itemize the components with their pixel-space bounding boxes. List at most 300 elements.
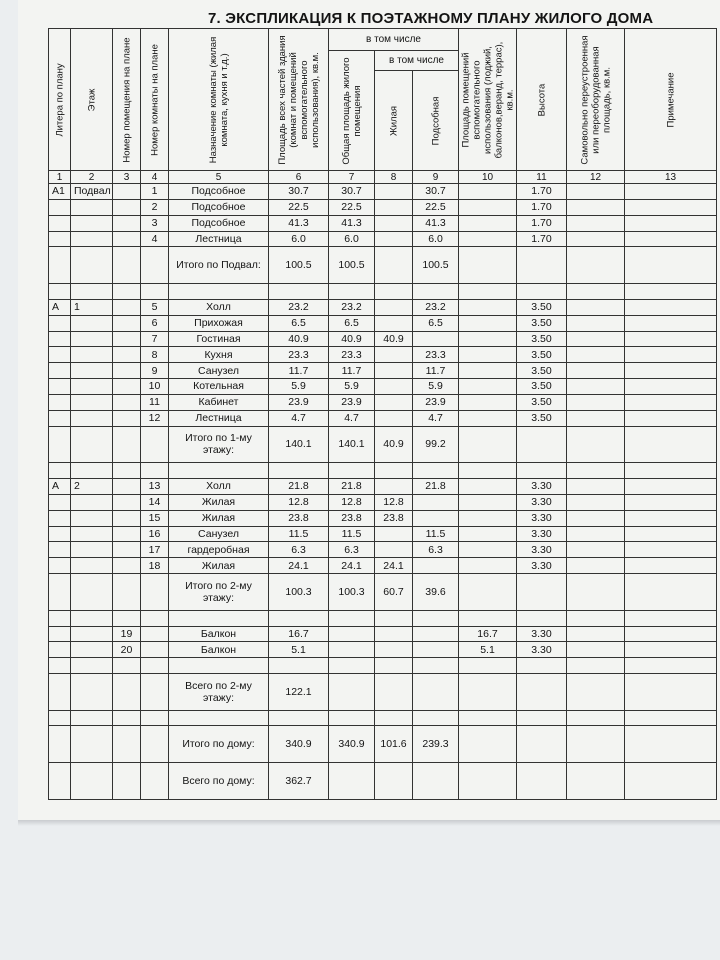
table-row xyxy=(49,494,717,510)
table-cell: 23.9 xyxy=(329,394,375,410)
table-cell xyxy=(567,658,625,674)
table-cell: 22.5 xyxy=(269,199,329,215)
table-cell xyxy=(517,610,567,626)
table-cell xyxy=(459,231,517,247)
table-cell xyxy=(71,610,113,626)
table-cell xyxy=(329,763,375,800)
table-cell xyxy=(567,674,625,711)
table-cell xyxy=(567,558,625,574)
table-cell xyxy=(71,558,113,574)
table-cell: Подвал xyxy=(71,184,113,200)
table-cell xyxy=(517,283,567,299)
table-cell xyxy=(141,710,169,726)
table-cell xyxy=(113,247,141,284)
column-number: 8 xyxy=(375,171,413,184)
table-cell xyxy=(141,763,169,800)
table-cell xyxy=(625,558,717,574)
table-cell: 30.7 xyxy=(329,184,375,200)
column-number: 2 xyxy=(71,171,113,184)
table-cell xyxy=(71,215,113,231)
table-cell xyxy=(113,674,141,711)
table-row xyxy=(49,479,717,495)
table-cell: Балкон xyxy=(169,626,269,642)
table-cell: 7 xyxy=(141,331,169,347)
table-cell xyxy=(567,426,625,463)
table-body xyxy=(49,184,717,800)
table-cell: 3.30 xyxy=(517,479,567,495)
table-cell xyxy=(269,463,329,479)
table-cell: А xyxy=(49,479,71,495)
table-cell: 9 xyxy=(141,363,169,379)
table-cell xyxy=(459,674,517,711)
table-cell xyxy=(49,363,71,379)
table-cell xyxy=(625,215,717,231)
table-cell xyxy=(375,299,413,315)
table-cell xyxy=(459,494,517,510)
table-cell xyxy=(517,426,567,463)
table-cell xyxy=(141,674,169,711)
table-cell: 6.3 xyxy=(413,542,459,558)
table-cell: Итого по 2-му этажу: xyxy=(169,574,269,611)
table-cell xyxy=(375,542,413,558)
table-cell: 6.0 xyxy=(413,231,459,247)
table-cell xyxy=(141,426,169,463)
column-number-row xyxy=(49,171,717,184)
table-cell xyxy=(113,658,141,674)
table-cell: 3.50 xyxy=(517,299,567,315)
table-cell xyxy=(375,247,413,284)
table-cell xyxy=(169,283,269,299)
column-number: 12 xyxy=(567,171,625,184)
table-cell: 11.7 xyxy=(269,363,329,379)
table-cell xyxy=(375,315,413,331)
table-cell xyxy=(375,626,413,642)
table-cell xyxy=(113,726,141,763)
table-cell: 23.3 xyxy=(413,347,459,363)
table-cell: 4 xyxy=(141,231,169,247)
table-cell: 6.5 xyxy=(269,315,329,331)
table-cell xyxy=(459,347,517,363)
table-cell xyxy=(567,763,625,800)
table-cell xyxy=(113,363,141,379)
table-cell: гардеробная xyxy=(169,542,269,558)
table-cell xyxy=(113,394,141,410)
table-cell: 40.9 xyxy=(375,331,413,347)
table-cell xyxy=(625,674,717,711)
table-row xyxy=(49,363,717,379)
table-cell xyxy=(413,331,459,347)
table-cell: 20 xyxy=(113,642,141,658)
table-cell xyxy=(71,363,113,379)
table-cell: 30.7 xyxy=(413,184,459,200)
table-cell xyxy=(625,347,717,363)
table-cell xyxy=(567,199,625,215)
table-cell xyxy=(567,710,625,726)
header-litera: Литера по плану xyxy=(49,29,71,171)
table-cell xyxy=(49,347,71,363)
table-cell: 11.7 xyxy=(413,363,459,379)
table-cell xyxy=(113,379,141,395)
table-cell: 11.5 xyxy=(269,526,329,542)
table-cell xyxy=(413,674,459,711)
table-cell xyxy=(625,763,717,800)
table-cell: 1.70 xyxy=(517,215,567,231)
table-cell: Кухня xyxy=(169,347,269,363)
table-cell xyxy=(459,410,517,426)
table-cell: 5.9 xyxy=(269,379,329,395)
table-cell xyxy=(71,674,113,711)
table-cell xyxy=(517,674,567,711)
table-cell xyxy=(459,526,517,542)
table-cell: 16 xyxy=(141,526,169,542)
table-cell: 23.8 xyxy=(375,510,413,526)
table-cell: 99.2 xyxy=(413,426,459,463)
table-cell xyxy=(49,726,71,763)
header-purpose: Назначение комнаты (жилая комната, кухня и т.д.) xyxy=(169,29,269,171)
table-cell xyxy=(625,710,717,726)
table-row xyxy=(49,558,717,574)
column-number: 1 xyxy=(49,171,71,184)
table-cell xyxy=(269,283,329,299)
table-cell xyxy=(567,299,625,315)
table-cell: Лестница xyxy=(169,231,269,247)
table-cell xyxy=(49,674,71,711)
table-cell xyxy=(375,674,413,711)
table-cell: 101.6 xyxy=(375,726,413,763)
table-cell xyxy=(459,379,517,395)
table-cell: 6.3 xyxy=(269,542,329,558)
table-cell xyxy=(375,347,413,363)
header-note: Примечание xyxy=(625,29,717,171)
table-cell: 11.5 xyxy=(329,526,375,542)
table-cell xyxy=(49,231,71,247)
table-cell: 40.9 xyxy=(329,331,375,347)
table-cell: 11.7 xyxy=(329,363,375,379)
table-cell: 23.8 xyxy=(329,510,375,526)
table-cell xyxy=(49,626,71,642)
table-cell xyxy=(141,642,169,658)
table-row xyxy=(49,315,717,331)
table-cell: 340.9 xyxy=(269,726,329,763)
column-number: 6 xyxy=(269,171,329,184)
table-cell xyxy=(49,379,71,395)
table-cell: 13 xyxy=(141,479,169,495)
table-cell: 23.3 xyxy=(269,347,329,363)
table-cell: 16.7 xyxy=(269,626,329,642)
table-cell xyxy=(49,283,71,299)
table-cell xyxy=(113,763,141,800)
table-row xyxy=(49,231,717,247)
table-cell xyxy=(169,463,269,479)
table-cell xyxy=(459,542,517,558)
header-total-area: Общая площадь жилого помещения xyxy=(329,51,375,171)
table-cell xyxy=(567,510,625,526)
table-cell xyxy=(375,363,413,379)
table-cell xyxy=(625,379,717,395)
table-cell xyxy=(329,674,375,711)
table-cell: 12 xyxy=(141,410,169,426)
header-premise-number: Номер помещения на плане xyxy=(113,29,141,171)
table-cell xyxy=(413,642,459,658)
table-cell xyxy=(625,299,717,315)
table-cell xyxy=(113,283,141,299)
table-cell xyxy=(71,710,113,726)
table-row xyxy=(49,184,717,200)
table-cell xyxy=(375,463,413,479)
table-cell: Санузел xyxy=(169,363,269,379)
table-cell xyxy=(517,463,567,479)
table-cell xyxy=(71,763,113,800)
table-cell: 21.8 xyxy=(329,479,375,495)
table-cell xyxy=(413,494,459,510)
table-row xyxy=(49,410,717,426)
table-cell xyxy=(49,199,71,215)
table-row xyxy=(49,331,717,347)
table-cell: 11 xyxy=(141,394,169,410)
table-cell: 100.5 xyxy=(413,247,459,284)
table-cell xyxy=(567,184,625,200)
table-row xyxy=(49,610,717,626)
table-cell xyxy=(625,315,717,331)
column-number: 7 xyxy=(329,171,375,184)
table-cell xyxy=(329,626,375,642)
table-cell xyxy=(375,658,413,674)
table-row xyxy=(49,658,717,674)
table-cell xyxy=(625,610,717,626)
table-cell: 6.5 xyxy=(329,315,375,331)
table-cell xyxy=(329,710,375,726)
table-cell: 1 xyxy=(141,184,169,200)
table-cell: 4.7 xyxy=(413,410,459,426)
table-row xyxy=(49,726,717,763)
table-cell xyxy=(413,763,459,800)
table-cell xyxy=(625,479,717,495)
table-row xyxy=(49,510,717,526)
table-cell xyxy=(625,726,717,763)
table-cell xyxy=(567,231,625,247)
table-cell: Подсобное xyxy=(169,184,269,200)
column-number: 11 xyxy=(517,171,567,184)
table-cell: Холл xyxy=(169,479,269,495)
table-cell xyxy=(49,426,71,463)
table-cell: 12.8 xyxy=(329,494,375,510)
table-cell: 17 xyxy=(141,542,169,558)
table-cell xyxy=(71,510,113,526)
table-cell: 5.1 xyxy=(459,642,517,658)
table-cell: 3.30 xyxy=(517,626,567,642)
table-cell xyxy=(459,199,517,215)
table-cell: Жилая xyxy=(169,510,269,526)
table-cell xyxy=(49,315,71,331)
table-cell: Котельная xyxy=(169,379,269,395)
table-cell xyxy=(49,542,71,558)
table-cell xyxy=(625,574,717,611)
table-cell xyxy=(141,726,169,763)
table-cell xyxy=(459,479,517,495)
table-cell xyxy=(567,726,625,763)
table-cell xyxy=(113,542,141,558)
table-cell xyxy=(113,610,141,626)
table-cell xyxy=(625,658,717,674)
document-title: 7. ЭКСПЛИКАЦИЯ К ПОЭТАЖНОМУ ПЛАНУ ЖИЛОГО ДОМА xyxy=(208,10,654,27)
table-cell xyxy=(625,199,717,215)
table-cell xyxy=(113,199,141,215)
table-cell xyxy=(625,426,717,463)
table-cell: Подсобное xyxy=(169,215,269,231)
table-cell xyxy=(567,542,625,558)
table-cell xyxy=(71,574,113,611)
table-row xyxy=(49,463,717,479)
table-cell xyxy=(375,231,413,247)
table-cell xyxy=(567,526,625,542)
table-cell xyxy=(459,363,517,379)
table-row xyxy=(49,626,717,642)
table-cell xyxy=(169,658,269,674)
table-cell: Лестница xyxy=(169,410,269,426)
table-row xyxy=(49,574,717,611)
table-cell: 3.50 xyxy=(517,394,567,410)
table-cell: 19 xyxy=(113,626,141,642)
table-cell xyxy=(517,710,567,726)
table-cell: Балкон xyxy=(169,642,269,658)
table-cell: 23.3 xyxy=(329,347,375,363)
table-cell xyxy=(567,574,625,611)
table-cell xyxy=(49,610,71,626)
table-cell xyxy=(49,494,71,510)
table-cell xyxy=(375,479,413,495)
table-cell: 3.50 xyxy=(517,410,567,426)
table-cell: 6.3 xyxy=(329,542,375,558)
table-cell xyxy=(375,394,413,410)
table-row xyxy=(49,763,717,800)
table-cell xyxy=(517,574,567,611)
table-cell xyxy=(49,763,71,800)
table-cell xyxy=(459,184,517,200)
table-cell xyxy=(375,283,413,299)
table-cell xyxy=(459,215,517,231)
table-cell xyxy=(567,626,625,642)
table-cell xyxy=(625,494,717,510)
table-cell xyxy=(567,379,625,395)
header-area-all: Площадь всех частей здания (комнат и помещений вспомогательного использования), кв.м. xyxy=(269,29,329,171)
table-cell: Подсобное xyxy=(169,199,269,215)
table-cell: Санузел xyxy=(169,526,269,542)
table-cell xyxy=(113,494,141,510)
table-cell xyxy=(113,331,141,347)
table-cell xyxy=(71,331,113,347)
table-cell xyxy=(517,658,567,674)
table-cell xyxy=(71,410,113,426)
table-cell xyxy=(413,283,459,299)
table-cell xyxy=(625,184,717,200)
table-cell: 1 xyxy=(71,299,113,315)
table-cell: 3 xyxy=(141,215,169,231)
table-cell xyxy=(71,283,113,299)
table-cell: 3.30 xyxy=(517,510,567,526)
table-cell xyxy=(413,463,459,479)
table-cell xyxy=(49,215,71,231)
table-cell: Жилая xyxy=(169,558,269,574)
table-cell xyxy=(49,247,71,284)
table-row xyxy=(49,542,717,558)
table-cell xyxy=(113,184,141,200)
table-cell xyxy=(517,726,567,763)
table-cell xyxy=(625,526,717,542)
table-cell: 41.3 xyxy=(329,215,375,231)
table-cell xyxy=(113,558,141,574)
table-cell: 3.30 xyxy=(517,494,567,510)
table-cell: 16.7 xyxy=(459,626,517,642)
table-cell xyxy=(113,231,141,247)
table-cell xyxy=(413,510,459,526)
table-row xyxy=(49,379,717,395)
explication-table xyxy=(48,28,717,800)
table-cell xyxy=(459,610,517,626)
table-cell: 3.50 xyxy=(517,315,567,331)
table-cell xyxy=(49,710,71,726)
table-cell xyxy=(567,331,625,347)
header-including: в том числе xyxy=(329,29,459,51)
table-cell xyxy=(269,710,329,726)
table-cell: 1.70 xyxy=(517,184,567,200)
table-cell: Гостиная xyxy=(169,331,269,347)
table-cell: 4.7 xyxy=(269,410,329,426)
table-cell xyxy=(567,247,625,284)
table-cell xyxy=(375,526,413,542)
table-cell xyxy=(625,247,717,284)
table-cell xyxy=(71,463,113,479)
table-row xyxy=(49,247,717,284)
table-cell: 39.6 xyxy=(413,574,459,611)
table-cell: 3.30 xyxy=(517,542,567,558)
table-cell xyxy=(413,558,459,574)
table-cell xyxy=(49,558,71,574)
table-cell xyxy=(517,763,567,800)
table-cell: 11.5 xyxy=(413,526,459,542)
table-cell: 4.7 xyxy=(329,410,375,426)
table-row xyxy=(49,394,717,410)
table-cell xyxy=(141,658,169,674)
table-row xyxy=(49,674,717,711)
table-cell: Кабинет xyxy=(169,394,269,410)
table-cell xyxy=(49,510,71,526)
table-cell xyxy=(413,658,459,674)
table-cell xyxy=(113,347,141,363)
table-cell xyxy=(375,199,413,215)
table-cell: 41.3 xyxy=(269,215,329,231)
table-cell xyxy=(459,558,517,574)
column-number: 3 xyxy=(113,171,141,184)
column-number: 13 xyxy=(625,171,717,184)
table-cell xyxy=(141,463,169,479)
table-cell: 5.1 xyxy=(269,642,329,658)
table-cell xyxy=(375,710,413,726)
table-cell: 23.9 xyxy=(269,394,329,410)
table-row xyxy=(49,215,717,231)
table-row xyxy=(49,299,717,315)
table-cell xyxy=(413,626,459,642)
table-cell: 21.8 xyxy=(413,479,459,495)
table-cell: 340.9 xyxy=(329,726,375,763)
table-cell: Итого по 1-му этажу: xyxy=(169,426,269,463)
table-cell xyxy=(459,710,517,726)
table-cell xyxy=(71,379,113,395)
table-cell xyxy=(49,574,71,611)
table-cell: 23.2 xyxy=(329,299,375,315)
table-cell: 3.50 xyxy=(517,347,567,363)
table-cell xyxy=(625,510,717,526)
table-cell xyxy=(71,247,113,284)
